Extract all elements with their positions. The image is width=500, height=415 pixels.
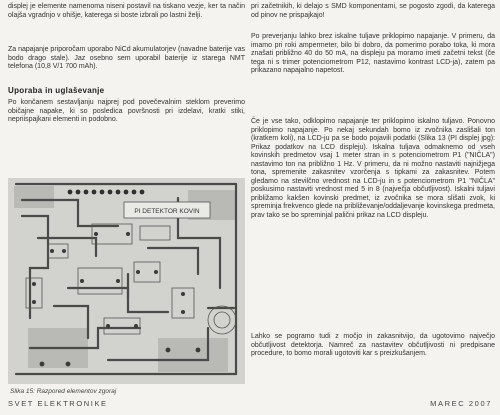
power-paragraph: Za napajanje priporočam uporabo NiCd akumulatorjev (navadne baterije vas bodo drago stale). Jaz osebno sem uporabil baterije iz starega NMT telefona (10,8 V/1 700 mAh). <box>8 46 245 71</box>
footer-issue: MAREC 2007 <box>430 399 492 408</box>
figure-caption: Slika 15: Razpored elementov zgoraj <box>10 388 117 395</box>
board-title: PI DETEKTOR KOVIN <box>134 208 200 215</box>
pcb-drawing <box>8 178 245 384</box>
paragraph-1: Po preverjanju lahko brez iskalne tuljave priklopimo napajanje. V primeru, da imamo pri roki ampermeter, bilo bi dobro, da pomerimo porabo toka, ki mora znašati približno 40 do 50 mA, na displeju pa moramo imeti začetni tekst (če tega ni s trimer potenciometrom P12, nastavimo kontrast LCD-ja), zatem pa prikazano napajalno napetost. <box>251 33 495 75</box>
intro-text: displej je elemente namenoma niseni postavil na tiskano vezje, ker ta način olajša vgradnjo v ohišje, katerega si boste izbrali po lastni želji. <box>8 3 245 19</box>
top-text: pri začetnikih, ki delajo s SMD komponentami, se pogosto zgodi, da katerega od pinov ne prispajkajo! <box>251 3 495 19</box>
pcb-layout-figure <box>8 178 245 384</box>
paragraph-2: Če je vse tako, odklopimo napajanje ter priklopimo iskalno tuljavo. Ponovno priklopimo napajanje. Po nekaj sekundah bomo iz zvočnika zaslišali ton (kratkem koli), na LCD-ju pa se bodo pojavili podatki (Slika 13 (PI displej jpg): Prikaz podatkov na LCD displeju). Iskalna tuljava odmaknemo od vseh kovinskih predmetov vsaj 1 meter stran in s potenciometrom P1 ("NIČLA") nastavimo ton na približno 1 Hz. V primeru, da ni možno nastaviti najnižjega tona, spremenite zakasnitev vzorčenja s tipkami za zakasnitev. Potem gledamo na stevilčno vrednost na LCD-ju in s potenciometrom P1 "NIČLA" poskusimo nastaviti vrednost med 5 in 8 (največja občutljivost). Iskalni tuljavi približamo kakšen kovinski predmet, iz zvočnika se mora slišati zvok, ki spreminja frekvenco glede na približevanje/oddaljevanje kovinskega predmeta, prav tako se bo spreminjal palični prikaz na LCD displeju. <box>251 118 495 220</box>
paragraph-3: Lahko se pogramo tudi z močjo in zakasnitvijo, da ugotovimo največjo občutljivost detektorja. Namreč za nastavitev občutljivosti ni predpisane procedure, to bomo morali ugotoviti kar s preizkušanjem. <box>251 333 495 358</box>
assembly-paragraph: Po končanem sestavljanju najprej pod povečevalnim steklom preverimo običajne napake, ki so posledica površnosti pri izdelavi, kratki stiki, nepriispajkani elementi in podobno. <box>8 99 245 124</box>
section-heading: Uporaba in uglaševanje <box>8 86 105 95</box>
footer-publication: SVET ELEKTRONIKE <box>8 399 108 408</box>
